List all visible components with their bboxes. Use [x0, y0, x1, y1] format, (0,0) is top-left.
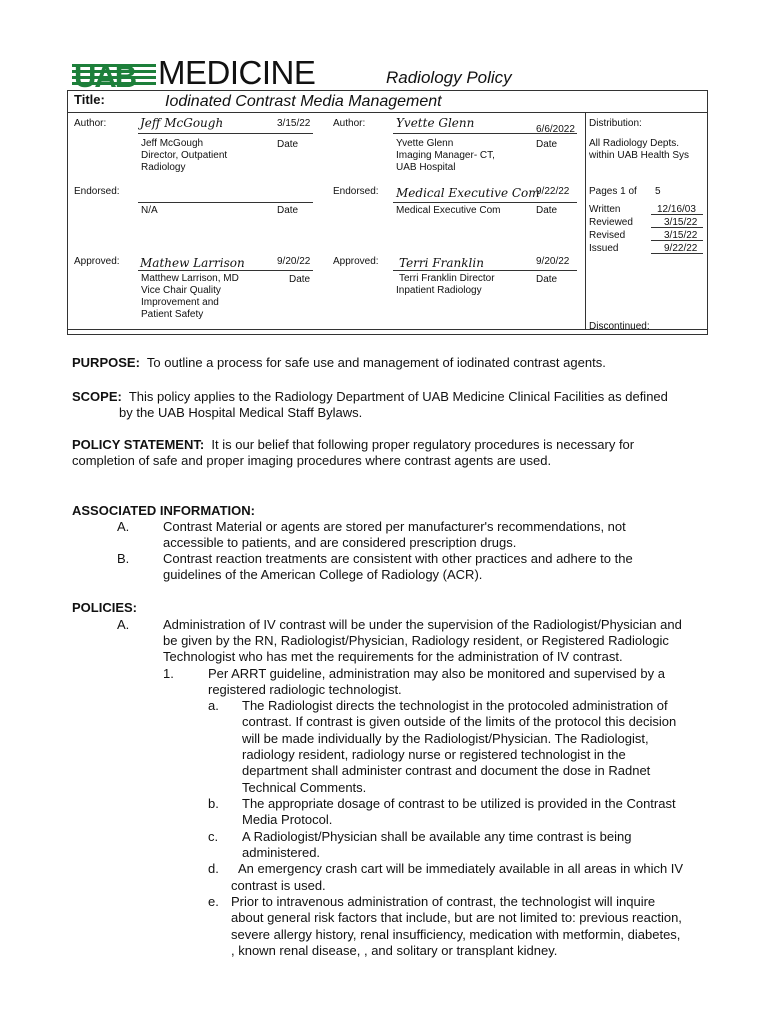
- list-item: guidelines of the American College of Radiology (ACR).: [163, 567, 483, 582]
- list-item: Per ARRT guideline, administration may also be monitored and supervised by a: [208, 666, 665, 681]
- endorsed-label: Endorsed:: [74, 186, 120, 197]
- list-item: Media Protocol.: [242, 812, 333, 827]
- date-caption: Date: [289, 274, 311, 285]
- approved2-role: Inpatient Radiology: [396, 285, 482, 296]
- list-item: department shall administer contrast and document the dose in Radnet: [242, 763, 651, 778]
- author2-role: UAB Hospital: [396, 162, 456, 173]
- author-label: Author:: [333, 118, 366, 129]
- list-item: will be made individually by the Radiologist/Physician. The Radiologist,: [242, 731, 649, 746]
- purpose-section: [72, 355, 606, 371]
- list-item: Contrast Material or agents are stored per manufacturer's recommendations, not: [163, 519, 626, 534]
- date-caption: Date: [277, 139, 299, 150]
- approved1-signature: Mathew Larrison: [140, 256, 245, 270]
- list-item: radiology resident, radiology nurse or registered technologist in the: [242, 747, 626, 762]
- author1-role: Radiology: [141, 162, 186, 173]
- signature-line: [393, 202, 577, 203]
- author2-role: Imaging Manager- CT,: [396, 150, 495, 161]
- signature-line: [138, 270, 313, 271]
- list-item: The Radiologist directs the technologist in the protocoled administration of: [242, 698, 668, 713]
- list-item: Contrast reaction treatments are consistent with other practices and adhere to the: [163, 551, 633, 566]
- list-marker: A.: [117, 519, 130, 534]
- endorsed2-name: Medical Executive Com: [396, 205, 501, 216]
- issued-date: 9/22/22: [664, 243, 698, 254]
- distribution-label: Distribution:: [589, 118, 642, 129]
- date-caption: Date: [536, 205, 558, 216]
- list-marker: 1.: [163, 666, 174, 681]
- author-label: Author:: [74, 118, 107, 129]
- list-item: be given by the RN, Radiologist/Physician, Radiology resident, or Registered Radiologic: [163, 633, 669, 648]
- list-item: Administration of IV contrast will be under the supervision of the Radiologist/Physician and: [163, 617, 682, 632]
- pages-label: Pages 1 of: [589, 186, 637, 197]
- signature-line: [393, 270, 577, 271]
- policy-title: Iodinated Contrast Media Management: [165, 93, 442, 110]
- list-item: Technologist who has met the requirements for the administration of IV contrast.: [163, 649, 623, 664]
- scope-section: [72, 389, 668, 405]
- approved2-name: Terri Franklin Director: [399, 273, 495, 284]
- signature-line: [138, 133, 313, 134]
- author2-name: Yvette Glenn: [396, 138, 454, 149]
- written-label: Written: [589, 204, 621, 215]
- scope-heading: SCOPE:: [72, 389, 122, 404]
- list-item: A Radiologist/Physician shall be available any time contrast is being: [242, 829, 632, 844]
- list-marker: B.: [117, 551, 130, 566]
- reviewed-label: Reviewed: [589, 217, 633, 228]
- approved-label: Approved:: [333, 256, 379, 267]
- policy-statement-text: It is our belief that following proper regulatory procedures is necessary for: [211, 437, 635, 452]
- divider: [68, 112, 707, 113]
- date-caption: Date: [536, 274, 558, 285]
- list-item: contrast is used.: [231, 878, 326, 893]
- logo-wordmark: MEDICINE: [158, 54, 316, 91]
- list-item: , known renal disease, , and solitary or transplant kidney.: [231, 943, 558, 958]
- purpose-heading: PURPOSE:: [72, 355, 140, 370]
- author2-signature: Yvette Glenn: [396, 116, 475, 130]
- approved2-signature: Terri Franklin: [399, 256, 484, 270]
- author1-name: Jeff McGough: [141, 138, 204, 149]
- scope-text: by the UAB Hospital Medical Staff Bylaws.: [119, 405, 363, 420]
- discontinued-label: Discontinued:: [589, 321, 650, 332]
- distribution-value: All Radiology Depts.: [589, 138, 680, 149]
- list-item: An emergency crash cart will be immediately available in all areas in which IV: [238, 861, 684, 876]
- revised-label: Revised: [589, 230, 626, 241]
- title-label: Title:: [74, 92, 105, 107]
- purpose-text: To outline a process for safe use and management of iodinated contrast agents.: [146, 355, 606, 370]
- author1-signature: Jeff McGough: [140, 116, 224, 130]
- list-item: administered.: [242, 845, 321, 860]
- policy-type: Radiology Policy: [386, 68, 512, 87]
- list-item: Prior to intravenous administration of contrast, the technologist will inquire: [231, 894, 656, 909]
- list-item: about general risk factors that include, but are not limited to: previous reaction,: [231, 910, 682, 925]
- approved1-role: Patient Safety: [141, 309, 204, 320]
- approved1-name: Matthew Larrison, MD: [141, 273, 239, 284]
- list-marker: c.: [208, 829, 219, 844]
- policy-statement-heading: POLICY STATEMENT:: [72, 437, 205, 452]
- list-marker: e.: [208, 894, 219, 909]
- author1-date: 3/15/22: [277, 118, 311, 129]
- author1-role: Director, Outpatient: [141, 150, 228, 161]
- revised-date: 3/15/22: [664, 230, 698, 241]
- list-marker: A.: [117, 617, 130, 632]
- policy-statement-text: completion of safe and proper imaging procedures where contrast agents are used.: [72, 453, 552, 468]
- endorsed2-date: 9/22/22: [536, 186, 570, 197]
- endorsed1-name: N/A: [141, 205, 158, 216]
- associated-info-heading: ASSOCIATED INFORMATION:: [72, 503, 255, 518]
- svg-text:UAB: UAB: [74, 60, 136, 90]
- list-item: severe allergy history, renal insufficiency, medication with metformin, diabetes,: [231, 927, 681, 942]
- date-caption: Date: [536, 139, 558, 150]
- approved1-role: Vice Chair Quality: [141, 285, 221, 296]
- list-marker: d.: [208, 861, 219, 876]
- list-item: registered radiologic technologist.: [208, 682, 402, 697]
- signature-line: [138, 202, 313, 203]
- approved1-role: Improvement and: [141, 297, 219, 308]
- scope-text: This policy applies to the Radiology Department of UAB Medicine Clinical Facilities as defined: [128, 389, 668, 404]
- list-item: accessible to patients, and are considered prescription drugs.: [163, 535, 517, 550]
- list-marker: a.: [208, 698, 219, 713]
- list-item: Technical Comments.: [242, 780, 367, 795]
- approved-label: Approved:: [74, 256, 120, 267]
- endorsed2-signature: Medical Executive Com: [396, 186, 540, 200]
- issued-label: Issued: [589, 243, 619, 254]
- uab-logo: [72, 60, 156, 90]
- list-item: The appropriate dosage of contrast to be utilized is provided in the Contrast: [242, 796, 676, 811]
- approved1-date: 9/20/22: [277, 256, 311, 267]
- pages-total: 5: [655, 186, 661, 197]
- divider: [585, 112, 586, 329]
- date-caption: Date: [277, 205, 299, 216]
- approved2-date: 9/20/22: [536, 256, 570, 267]
- list-marker: b.: [208, 796, 219, 811]
- author2-date: 6/6/2022: [536, 124, 575, 135]
- policy-statement-section: [72, 437, 634, 453]
- list-item: contrast. If contrast is given outside of the limits of the protocol this decision: [242, 714, 677, 729]
- written-date: 12/16/03: [657, 204, 696, 215]
- policies-heading: POLICIES:: [72, 600, 138, 615]
- distribution-value: within UAB Health Sys: [589, 150, 690, 161]
- reviewed-date: 3/15/22: [664, 217, 698, 228]
- endorsed-label: Endorsed:: [333, 186, 379, 197]
